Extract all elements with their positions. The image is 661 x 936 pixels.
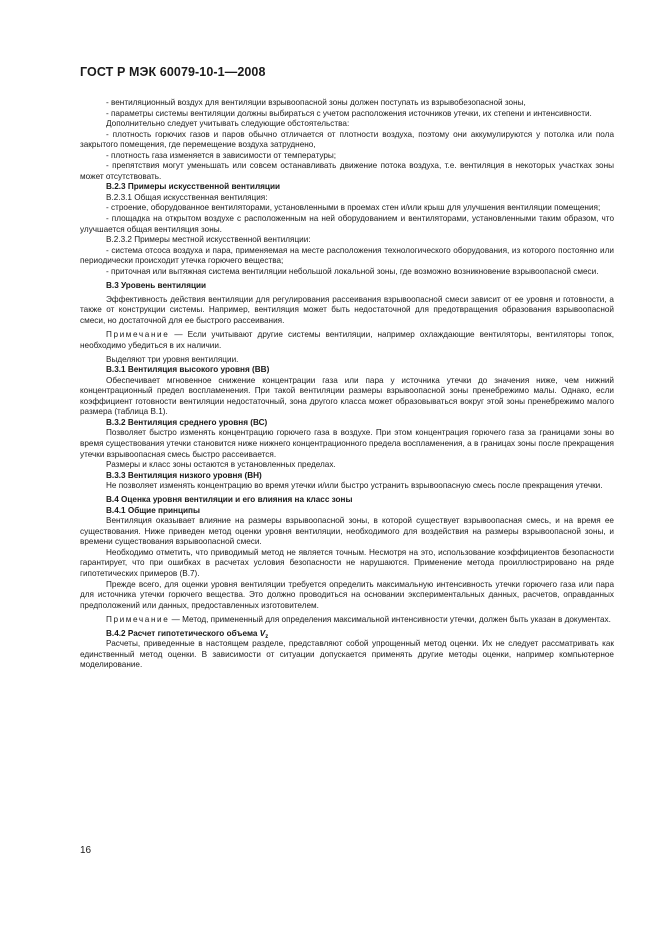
paragraph: Расчеты, приведенные в настоящем разделе, представляют собой упрощенный метод оценки. Их не следует рассматривать как единственный метод оценки. В зависимости от ситуации допускается применять другие методы оценки, например компьютерное моделирование. [80, 639, 614, 670]
note [80, 615, 614, 626]
paragraph: Необходимо отметить, что приводимый метод не является точным. Несмотря на это, использование коэффициентов безопасности гарантирует, что при ошибках в расчетах условия безопасности не нарушаются. Применение метода проиллюстрировано на ряде гипотетических примеров (В.7). [80, 547, 614, 579]
paragraph: Прежде всего, для оценки уровня вентиляции требуется определить максимальную интенсивность утечки горючего газа или пара для источника утечки горючего вещества. Это должно проводиться на основании экспериментальных данных, расчетов, оправданных предположений или данных, предоставленных изготовителем. [80, 579, 614, 610]
paragraph: - площадка на открытом воздухе с расположенным на ней оборудованием и вентиляторами, установленными таким образом, что улучшается общая вентиляция зоны. [80, 214, 614, 234]
heading-text: В.4.2 Расчет гипотетического объема [106, 628, 260, 638]
section-heading-b42 [80, 629, 614, 640]
paragraph: - строение, оборудованное вентиляторами, установленными в проемах стен и/или крыш для улучшения вентиляции помещения; [106, 203, 601, 213]
note-text: — Метод, примененный для определения максимальной интенсивности утечки, должен быть указан в документах. [169, 614, 611, 624]
paragraph: Вентиляция оказывает влияние на размеры взрывоопасной зоны, в которой существует взрывоопасная смесь, и на время ее существования. Ниже приведен метод оценки уровня вентиляции, необходимого для воздействия на размеры взрывоопасной зоны, и времени существования взрывоопасной смеси. [80, 516, 614, 547]
paragraph: - система отсоса воздуха и пара, применяемая на месте расположения технологического оборудования, из которого постоянно или периодически происходит утечка горючего вещества; [80, 245, 614, 266]
paragraph: Обеспечивает мгновенное снижение концентрации газа или пара у источника утечки до значения ниже, чем нижний концентрационный предел воспламенения. При такой вентиляции размеры взрывоопасной зоны пренебрежимо малы. Однако, если коэффициент готовности вентиляции недостаточный, зона другого класса может образовываться вокруг этой зоны пренебрежимо малого размера (таблица В.1). [80, 375, 614, 417]
page-number: 16 [80, 845, 92, 856]
paragraph: В.2.3.1 Общая искусственная вентиляция: [106, 192, 268, 202]
paragraph: - плотность горючих газов и паров обычно отличается от плотности воздуха, поэтому они аккумулируются у потолка или пола закрытого помещения, где перемещение воздуха затруднено, [80, 129, 614, 150]
paragraph: Позволяет быстро изменять концентрацию горючего газа в воздухе. При этом концентрация горючего газа за границами зоны во время существования утечки становится ниже нижнего концентрационного предела воспламенения, а в границах зоны после прекращения утечки взрывоопасная смесь быстро рассеивается. [80, 428, 614, 459]
paragraph: Не позволяет изменять концентрацию во время утечки и/или быстро устранить взрывоопасную смесь после прекращения утечки. [106, 481, 603, 491]
section-heading-b23: В.2.3 Примеры искусственной вентиляции [106, 182, 281, 192]
section-heading-b3: В.3 Уровень вентиляции [106, 280, 207, 290]
paragraph: - плотность газа изменяется в зависимости от температуры; [106, 150, 337, 160]
paragraph: - вентиляционный воздух для вентиляции взрывоопасной зоны должен поступать из взрывобезопасной зоны, [106, 98, 526, 107]
paragraph: В.2.3.2 Примеры местной искусственной вентиляции: [106, 235, 311, 245]
paragraph: Выделяют три уровня вентиляции. [106, 354, 239, 364]
paragraph: - параметры системы вентиляции должны выбираться с учетом расположения источников утечки, их степени и интенсивности. [106, 108, 592, 118]
note-text: — Если учитывают другие системы вентиляции, например охлаждающие вентиляторы, вентиляторы топок, необходимо убедиться в их наличии. [80, 329, 614, 350]
paragraph: Дополнительно следует учитывать следующие обстоятельства: [106, 119, 350, 129]
volume-variable: V [259, 628, 266, 638]
document-body [80, 98, 614, 671]
paragraph: - препятствия могут уменьшать или совсем останавливать движение потока воздуха, т.е. вентиляция в некоторых участках зоны может отсутствовать. [80, 161, 614, 181]
section-heading-b4: В.4 Оценка уровня вентиляции и его влияния на класс зоны [106, 495, 353, 505]
note [80, 330, 614, 351]
section-heading-b31: В.3.1 Вентиляция высокого уровня (ВВ) [106, 365, 270, 375]
section-heading-b32: В.3.2 Вентиляция среднего уровня (ВС) [106, 417, 268, 427]
paragraph: Размеры и класс зоны остаются в установленных пределах. [106, 460, 336, 470]
note-label: Примечание [106, 614, 170, 624]
paragraph: Эффективность действия вентиляции для регулирования рассеивания взрывоопасной смеси зависит от ее уровня и готовности, а также от конструкции системы. Например, вентиляция может быть недостаточной для предотвращения образования взрывоопасной смеси, но достаточной для ее быстрого рассеивания. [80, 294, 614, 325]
volume-subscript: z [265, 633, 269, 640]
note-label: Примечание [106, 329, 170, 339]
section-heading-b41: В.4.1 Общие принципы [106, 505, 200, 515]
section-heading-b33: В.3.3 Вентиляция низкого уровня (ВН) [106, 470, 262, 480]
paragraph: - приточная или вытяжная система вентиляции небольшой локальной зоны, где возможно возникновение взрывоопасной смеси. [106, 266, 599, 276]
document-header: ГОСТ Р МЭК 60079-10-1—2008 [80, 65, 266, 79]
